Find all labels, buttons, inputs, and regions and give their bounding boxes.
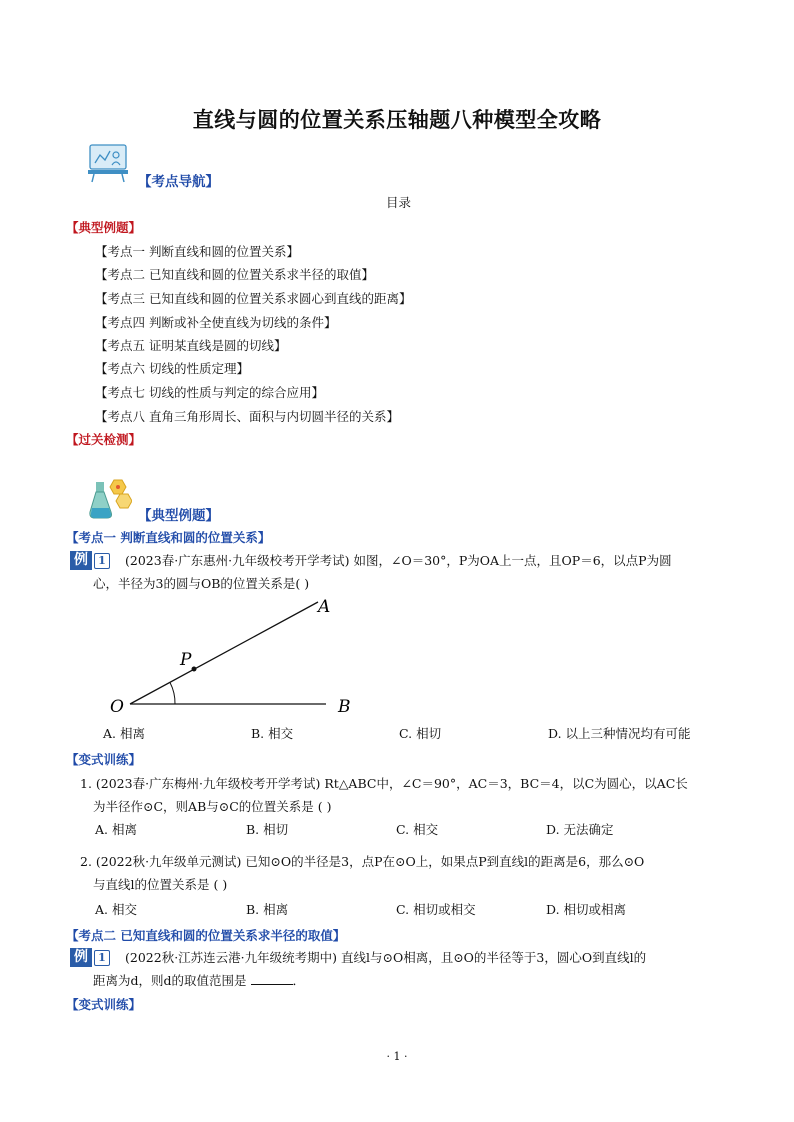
geometry-figure xyxy=(100,594,370,723)
example-number-2: 1 xyxy=(94,950,110,966)
example-2-text-post: ． xyxy=(292,973,306,988)
topic-2-heading: 【考点二 已知直线和圆的位置关系求半径的取值】 xyxy=(66,928,346,943)
example-1-text-line-2: 心，半径为3的圆与OB的位置关系是( ) xyxy=(93,576,310,591)
toc-item-8[interactable]: 【考点八 直角三角形周长、面积与内切圆半径的关系】 xyxy=(95,409,399,424)
ex1-option-d[interactable]: D. 以上三种情况均有可能 xyxy=(548,726,691,741)
ex1-option-c[interactable]: C. 相切 xyxy=(399,726,442,741)
answer-blank[interactable] xyxy=(251,972,293,985)
q2-option-b[interactable]: B. 相离 xyxy=(246,902,289,917)
toc-item-6[interactable]: 【考点六 切线的性质定理】 xyxy=(95,361,249,376)
example-label-2: 例 xyxy=(70,948,92,967)
example-badge-2 xyxy=(70,948,110,967)
label-B: B xyxy=(338,697,351,717)
section-heading-examples: 【典型例题】 xyxy=(138,508,219,524)
q1-option-a[interactable]: A. 相离 xyxy=(95,822,137,837)
toc-item-3[interactable]: 【考点三 已知直线和圆的位置关系求圆心到直线的距离】 xyxy=(95,291,412,306)
example-2-text-line-2 xyxy=(93,969,305,992)
q1-text-line-2: 为半径作⊙C，则AB与⊙C的位置关系是 ( ) xyxy=(93,799,332,814)
toc-item-2[interactable]: 【考点二 已知直线和圆的位置关系求半径的取值】 xyxy=(95,267,374,282)
toc-item-5[interactable]: 【考点五 证明某直线是圆的切线】 xyxy=(95,338,287,353)
toc-label: 目录 xyxy=(386,195,412,210)
ex1-option-a[interactable]: A. 相离 xyxy=(103,726,145,741)
label-P: P xyxy=(180,650,192,670)
label-A: A xyxy=(318,597,331,617)
teacher-board-icon xyxy=(86,143,130,187)
q1-text-line-1: 1. (2023春·广东梅州·九年级校考开学考试) Rt△ABC中，∠C＝90°，AC＝3，BC＝4，以C为圆心，以AC长 xyxy=(80,776,688,791)
variant-heading-1: 【变式训练】 xyxy=(66,752,142,767)
toc-section-tests[interactable]: 【过关检测】 xyxy=(66,432,142,447)
q2-option-d[interactable]: D. 相切或相离 xyxy=(546,902,627,917)
ex1-option-b[interactable]: B. 相交 xyxy=(251,726,294,741)
toc-item-7[interactable]: 【考点七 切线的性质与判定的综合应用】 xyxy=(95,385,324,400)
nav-heading: 【考点导航】 xyxy=(138,174,219,190)
q2-option-a[interactable]: A. 相交 xyxy=(95,902,137,917)
label-O: O xyxy=(110,697,124,717)
example-2-text-line-1: (2022秋·江苏连云港·九年级统考期中) 直线l与⊙O相离，且⊙O的半径等于3，圆心O到直线l的 xyxy=(125,950,647,965)
toc-section-examples[interactable]: 【典型例题】 xyxy=(66,220,142,235)
variant-heading-2: 【变式训练】 xyxy=(66,997,142,1012)
q2-text-line-2: 与直线l的位置关系是 ( ) xyxy=(93,877,228,892)
ray-OA xyxy=(130,602,318,704)
point-P xyxy=(192,667,197,672)
example-label: 例 xyxy=(70,551,92,570)
example-2-text-pre: 距离为d，则d的取值范围是 xyxy=(93,973,247,988)
example-badge-1 xyxy=(70,551,110,570)
topic-1-heading: 【考点一 判断直线和圆的位置关系】 xyxy=(66,530,271,545)
q2-text-line-1: 2. (2022秋·九年级单元测试) 已知⊙O的半径是3，点P在⊙O上，如果点P到直线l的距离是6，那么⊙O xyxy=(80,854,645,869)
q1-option-d[interactable]: D. 无法确定 xyxy=(546,822,614,837)
toc-item-4[interactable]: 【考点四 判断或补全使直线为切线的条件】 xyxy=(95,315,337,330)
toc-item-1[interactable]: 【考点一 判断直线和圆的位置关系】 xyxy=(95,244,299,259)
example-number: 1 xyxy=(94,553,110,569)
flask-icon xyxy=(86,478,132,524)
page-title: 直线与圆的位置关系压轴题八种模型全攻略 xyxy=(192,107,602,132)
q1-option-b[interactable]: B. 相切 xyxy=(246,822,289,837)
angle-arc xyxy=(170,683,175,705)
page-number: · 1 · xyxy=(386,1050,408,1063)
example-1-text-line-1: (2023春·广东惠州·九年级校考开学考试) 如图，∠O＝30°，P为OA上一点，且OP＝6，以点P为圆 xyxy=(125,553,672,568)
q1-option-c[interactable]: C. 相交 xyxy=(396,822,439,837)
q2-option-c[interactable]: C. 相切或相交 xyxy=(396,902,476,917)
